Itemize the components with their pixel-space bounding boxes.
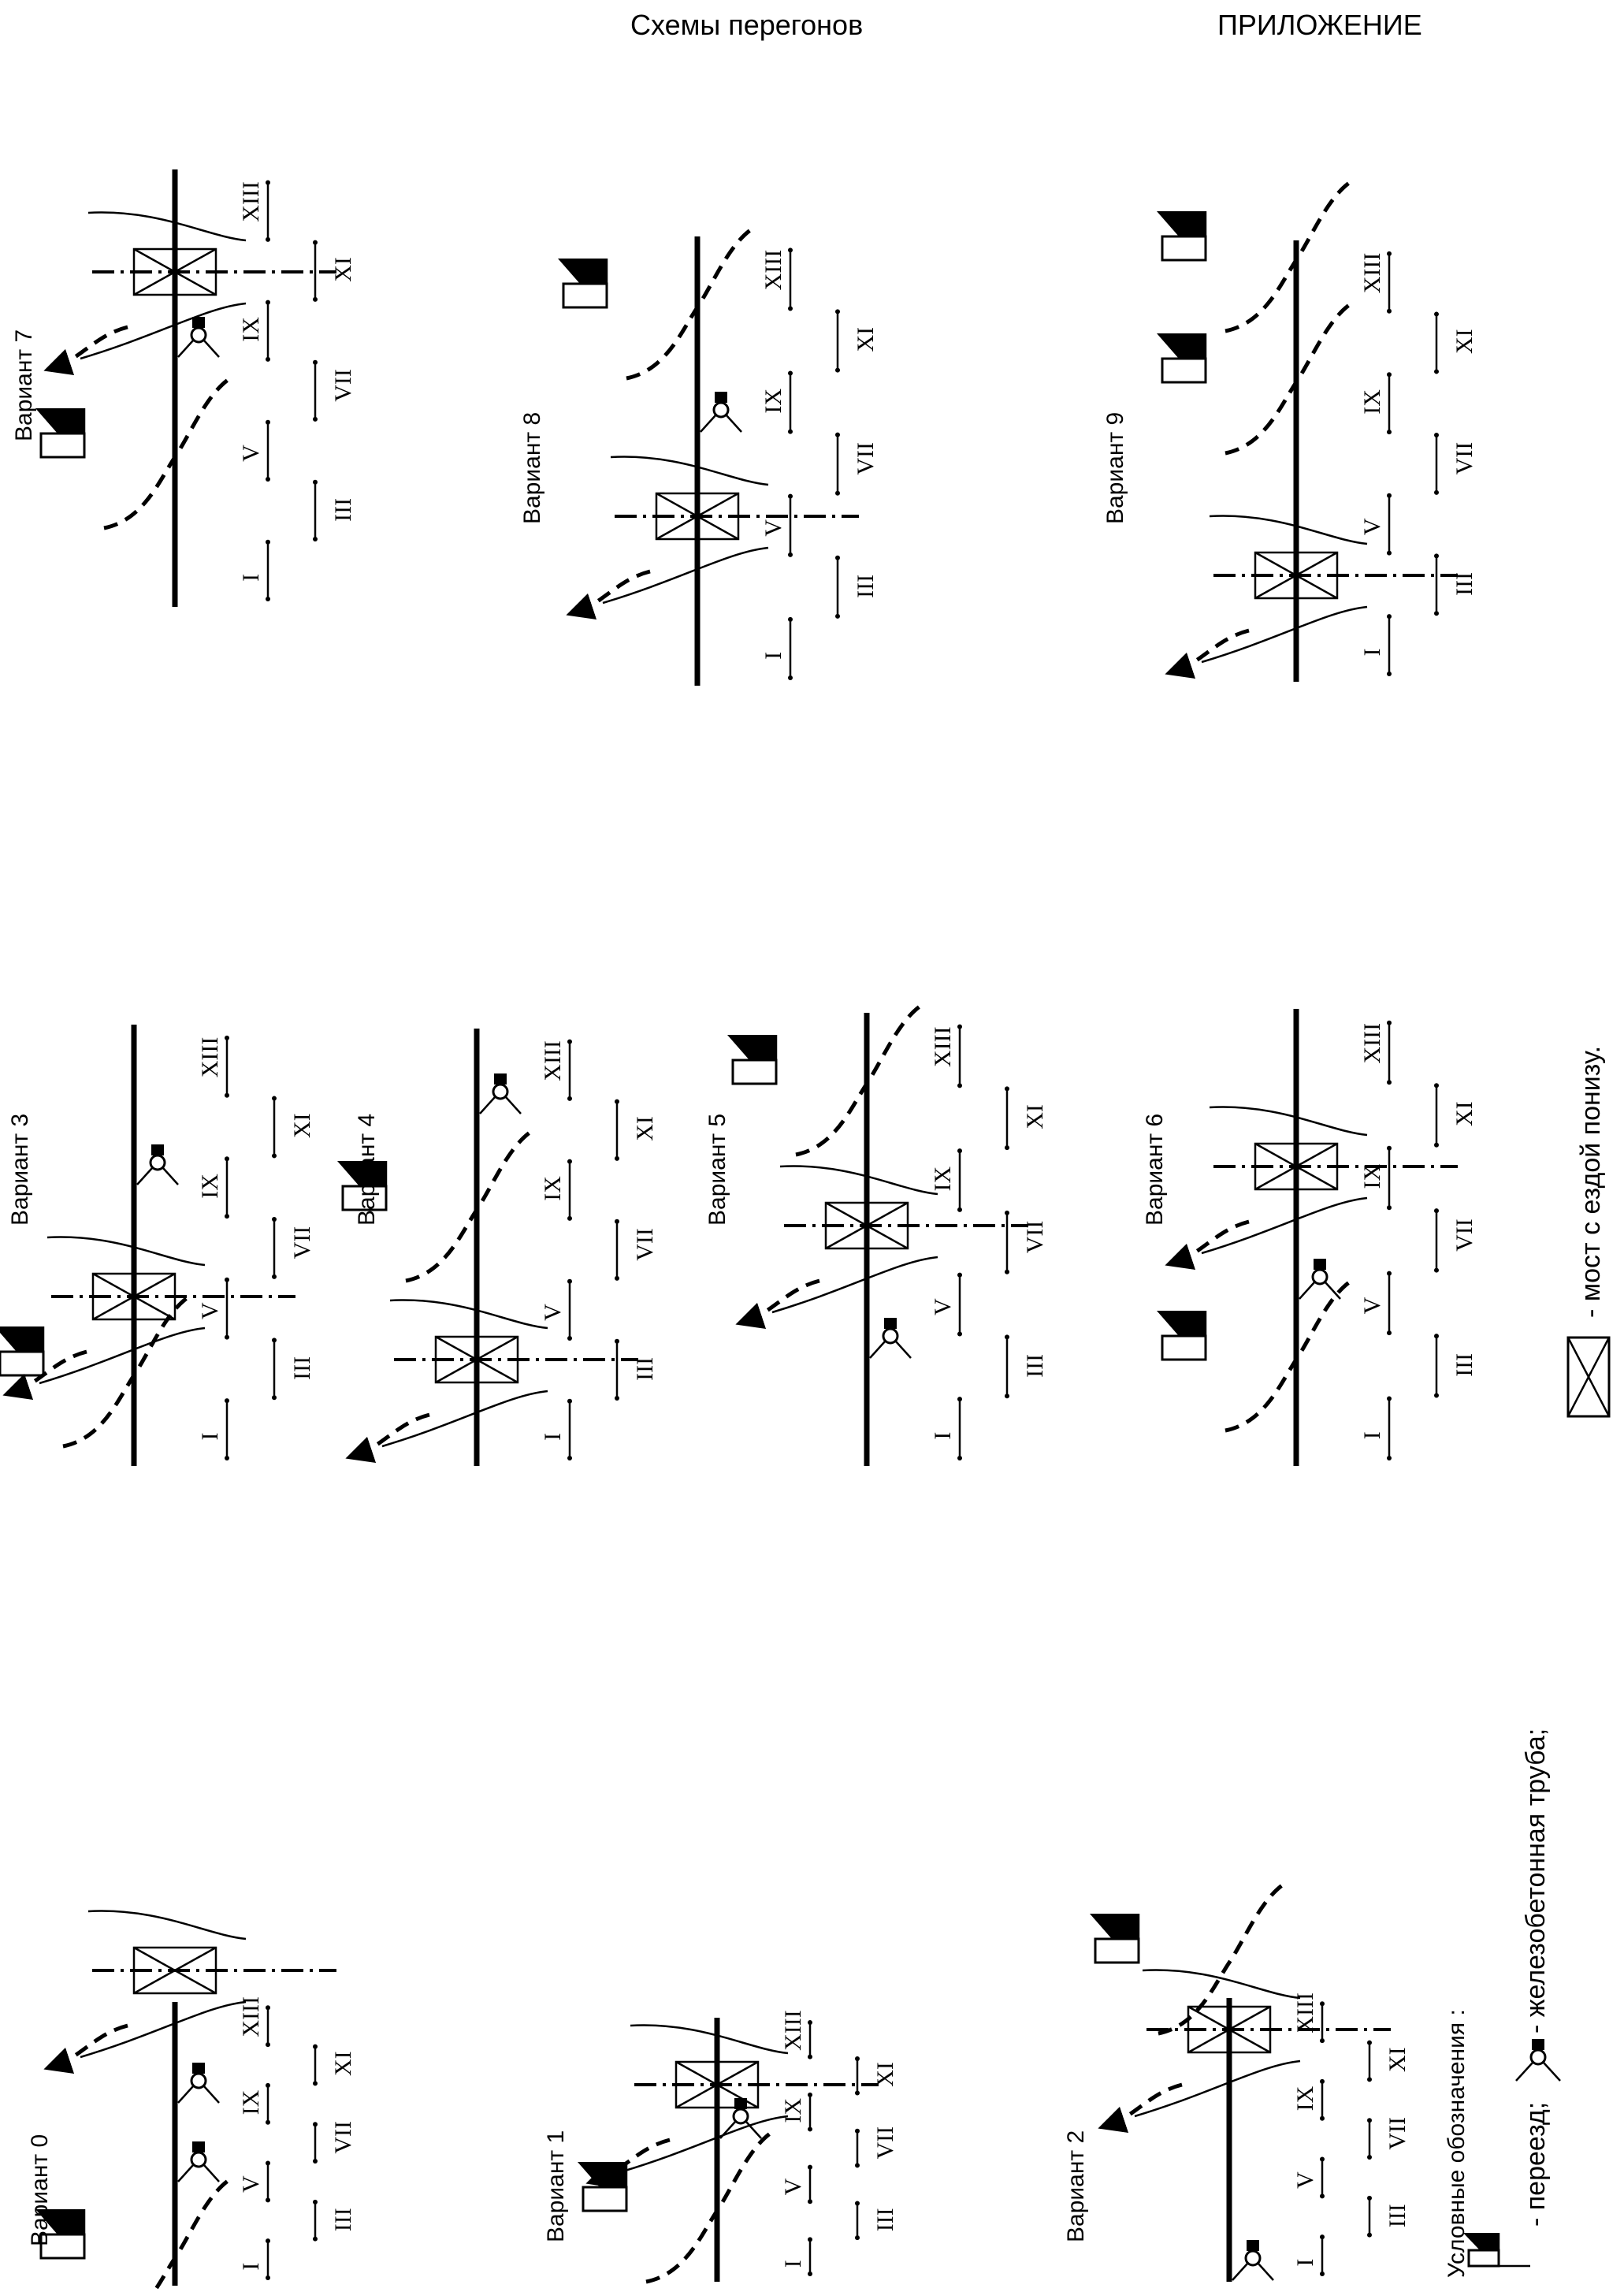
segment-III	[615, 1339, 658, 1401]
crossing-icon	[1463, 2233, 1530, 2266]
segment-label: XIII	[238, 181, 264, 222]
segment-VII	[855, 2126, 898, 2167]
segment-label: IX	[780, 2097, 806, 2123]
road-dashed	[1225, 1281, 1351, 1431]
crossing-icon	[1157, 1311, 1206, 1360]
segment-V	[238, 420, 270, 482]
segment-I	[1359, 614, 1392, 676]
bridge-icon	[1568, 1338, 1609, 1416]
segment-label: V	[780, 2178, 806, 2196]
segment-label: I	[540, 1432, 566, 1441]
segment-label: VII	[632, 1228, 658, 1261]
road-dashed	[104, 2179, 230, 2292]
legend-crossing-text: - переезд;	[1521, 2101, 1551, 2227]
segment-VII	[1434, 433, 1477, 495]
segment-V	[238, 2161, 270, 2203]
appendix-label: ПРИЛОЖЕНИЕ	[1217, 9, 1422, 41]
segment-label: I	[1359, 648, 1385, 657]
segment-XIII	[1292, 1992, 1325, 2043]
segment-VII	[615, 1219, 658, 1281]
road-dashed	[626, 229, 753, 378]
segment-label: I	[238, 573, 264, 582]
segment-label: XI	[872, 2062, 898, 2087]
segment-label: III	[1451, 571, 1477, 596]
bridge-icon	[359, 1300, 548, 1454]
bridge-icon	[57, 1911, 246, 2065]
segment-IX	[1359, 1146, 1392, 1210]
segment-label: VII	[330, 2120, 356, 2154]
segment-IX	[540, 1159, 572, 1221]
segment-I	[238, 2238, 270, 2280]
segment-XI	[272, 1096, 315, 1159]
segment-label: III	[1451, 1353, 1477, 1377]
segment-label: XIII	[197, 1036, 223, 1078]
culvert-icon	[178, 317, 219, 357]
crossing-icon	[1157, 333, 1206, 382]
segment-label: VII	[1451, 1219, 1477, 1252]
legend-title: Условные обозначения :	[1444, 2009, 1470, 2278]
bridge-icon	[1178, 516, 1367, 670]
segment-VII	[313, 2121, 356, 2164]
culvert-icon	[1232, 2240, 1273, 2280]
segment-label: V	[760, 519, 786, 537]
segment-label: IX	[540, 1176, 566, 1201]
crossing-icon	[35, 2209, 84, 2258]
segment-I	[238, 540, 270, 601]
segment-label: V	[1359, 518, 1385, 536]
segment-I	[1292, 2234, 1325, 2276]
segment-VII	[272, 1217, 315, 1279]
segment-label: III	[1384, 2204, 1410, 2228]
segment-V	[780, 2165, 812, 2205]
variant-label: Вариант 0	[27, 2134, 53, 2246]
segment-label: I	[930, 1431, 956, 1440]
segment-label: XI	[330, 257, 356, 282]
segment-XIII	[760, 247, 793, 311]
segment-V	[930, 1273, 962, 1337]
segment-V	[540, 1279, 572, 1341]
segment-IX	[197, 1156, 229, 1219]
culvert-icon	[137, 1144, 178, 1185]
segment-label: V	[197, 1302, 223, 1320]
crossing-icon	[1090, 1914, 1139, 1963]
segment-IX	[760, 370, 793, 433]
segment-label: III	[872, 2208, 898, 2232]
segment-XIII	[238, 180, 270, 242]
segment-label: III	[632, 1356, 658, 1381]
segment-XIII	[1359, 1021, 1392, 1085]
segment-V	[1359, 1271, 1392, 1335]
segment-V	[197, 1278, 229, 1340]
culvert-icon	[701, 392, 741, 432]
segment-III	[855, 2201, 898, 2241]
segment-label: V	[1292, 2171, 1318, 2189]
segment-label: VII	[1451, 441, 1477, 475]
segment-label: V	[238, 2175, 264, 2193]
segment-label: III	[289, 1356, 315, 1380]
variant-label: Вариант 5	[704, 1113, 730, 1226]
road-dashed	[796, 1005, 922, 1155]
segment-I	[760, 617, 793, 680]
segment-IX	[1359, 372, 1392, 434]
segment-VII	[313, 360, 356, 422]
variant-label: Вариант 1	[543, 2130, 569, 2242]
road-dashed	[1158, 1884, 1284, 2033]
segment-label: V	[238, 445, 264, 462]
segment-label: XI	[1022, 1104, 1048, 1129]
road-dashed	[1225, 303, 1351, 453]
segment-label: IX	[1292, 2085, 1318, 2112]
segment-label: I	[1292, 2258, 1318, 2267]
culvert-icon	[178, 2063, 219, 2103]
legend-bridge-text: - мост с ездой понизу.	[1576, 1045, 1606, 1318]
segment-label: I	[197, 1432, 223, 1441]
segment-label: V	[1359, 1297, 1385, 1315]
variant-label: Вариант 2	[1063, 2130, 1089, 2242]
segment-III	[1434, 1334, 1477, 1397]
segment-XIII	[930, 1025, 962, 1088]
segment-label: VII	[330, 369, 356, 402]
segment-label: I	[760, 651, 786, 660]
segment-XI	[835, 309, 879, 372]
segment-V	[1359, 493, 1392, 556]
segment-XI	[855, 2056, 898, 2096]
crossing-icon	[0, 1326, 43, 1375]
segment-label: XIII	[1359, 252, 1385, 294]
segment-label: VII	[1384, 2116, 1410, 2150]
segment-IX	[238, 2083, 270, 2125]
road-dashed	[646, 2132, 772, 2282]
segment-III	[272, 1338, 315, 1400]
segment-XI	[313, 2045, 356, 2086]
segment-label: XI	[1451, 329, 1477, 354]
culvert-icon	[870, 1318, 911, 1358]
culvert-icon	[480, 1073, 521, 1114]
road-dashed	[1225, 181, 1351, 331]
segment-I	[780, 2237, 812, 2276]
segment-III	[835, 556, 879, 619]
segment-III	[1434, 553, 1477, 616]
segment-label: I	[780, 2260, 806, 2268]
segment-label: XI	[289, 1113, 315, 1138]
segment-label: III	[853, 574, 879, 598]
segment-XI	[1005, 1086, 1048, 1150]
segment-label: III	[1022, 1353, 1048, 1378]
segment-label: VII	[1022, 1220, 1048, 1254]
segment-label: XIII	[1292, 1992, 1318, 2033]
segment-XI	[1434, 312, 1477, 374]
segment-label: XI	[1384, 2047, 1410, 2072]
segment-III	[313, 2200, 356, 2242]
bridge-icon	[57, 213, 246, 366]
segment-label: VII	[853, 442, 879, 475]
segment-I	[930, 1397, 962, 1460]
legend-culvert-text: - железобетонная труба;	[1521, 1728, 1551, 2033]
culvert-icon	[178, 2141, 219, 2182]
segment-label: VII	[289, 1226, 315, 1259]
crossing-icon	[1157, 211, 1206, 260]
segment-VII	[1005, 1211, 1048, 1274]
segment-label: IX	[238, 317, 264, 342]
segment-label: XIII	[540, 1040, 566, 1081]
segment-VII	[1434, 1208, 1477, 1272]
crossing-icon	[35, 408, 84, 457]
page-header-title: Схемы перегонов	[630, 9, 864, 41]
segment-label: XIII	[930, 1026, 956, 1067]
segment-label: V	[540, 1304, 566, 1321]
segment-label: XI	[1451, 1101, 1477, 1126]
segment-label: IX	[760, 388, 786, 414]
segment-V	[1292, 2157, 1325, 2199]
road-dashed	[406, 1131, 532, 1281]
segment-label: V	[930, 1298, 956, 1316]
segment-XI	[1367, 2041, 1410, 2082]
variant-label: Вариант 7	[11, 329, 37, 441]
segment-III	[313, 480, 356, 541]
culvert-icon	[720, 2098, 761, 2138]
segment-label: IX	[1359, 389, 1385, 415]
segment-label: IX	[930, 1166, 956, 1192]
bridge-icon	[1111, 1970, 1300, 2124]
segment-label: III	[330, 2208, 356, 2232]
segment-IX	[930, 1148, 962, 1212]
variant-label: Вариант 9	[1102, 411, 1128, 524]
segment-label: I	[238, 2262, 264, 2271]
segment-label: XIII	[1359, 1022, 1385, 1064]
culvert-icon	[1516, 2039, 1560, 2081]
segment-label: I	[1359, 1431, 1385, 1440]
segment-IX	[780, 2093, 812, 2132]
segment-VII	[835, 433, 879, 496]
segment-label: IX	[1359, 1163, 1385, 1189]
segment-I	[197, 1398, 229, 1460]
segment-VII	[1367, 2117, 1410, 2160]
segment-IX	[1292, 2079, 1325, 2121]
segment-I	[1359, 1397, 1392, 1460]
crossing-icon	[727, 1035, 776, 1084]
segment-XIII	[540, 1040, 572, 1101]
road-dashed	[104, 378, 230, 528]
segment-label: XIII	[780, 2010, 806, 2051]
segment-label: VII	[872, 2126, 898, 2160]
segment-XIII	[238, 1996, 270, 2047]
segment-label: XI	[632, 1116, 658, 1141]
segment-XI	[615, 1099, 658, 1161]
bridge-icon	[579, 457, 768, 611]
crossing-icon	[558, 259, 607, 307]
segment-label: IX	[238, 2089, 264, 2115]
segment-label: III	[330, 497, 356, 522]
segment-III	[1367, 2196, 1410, 2238]
variant-label: Вариант 6	[1142, 1113, 1168, 1226]
segment-I	[540, 1399, 572, 1460]
segment-label: XI	[330, 2051, 356, 2076]
segment-III	[1005, 1334, 1048, 1398]
segment-label: IX	[197, 1174, 223, 1199]
segment-label: XIII	[238, 1996, 264, 2037]
variant-label: Вариант 3	[7, 1113, 33, 1226]
segment-XIII	[197, 1036, 229, 1098]
segment-XI	[1434, 1083, 1477, 1147]
segment-label: XIII	[760, 249, 786, 291]
segment-label: XI	[853, 326, 879, 352]
segment-IX	[238, 300, 270, 362]
bridge-icon	[749, 1166, 938, 1320]
variant-label: Вариант 8	[519, 411, 545, 524]
bridge-icon	[1178, 1107, 1367, 1261]
bridge-icon	[599, 2026, 788, 2179]
segment-XIII	[1359, 251, 1392, 314]
culvert-icon	[1299, 1259, 1340, 1299]
